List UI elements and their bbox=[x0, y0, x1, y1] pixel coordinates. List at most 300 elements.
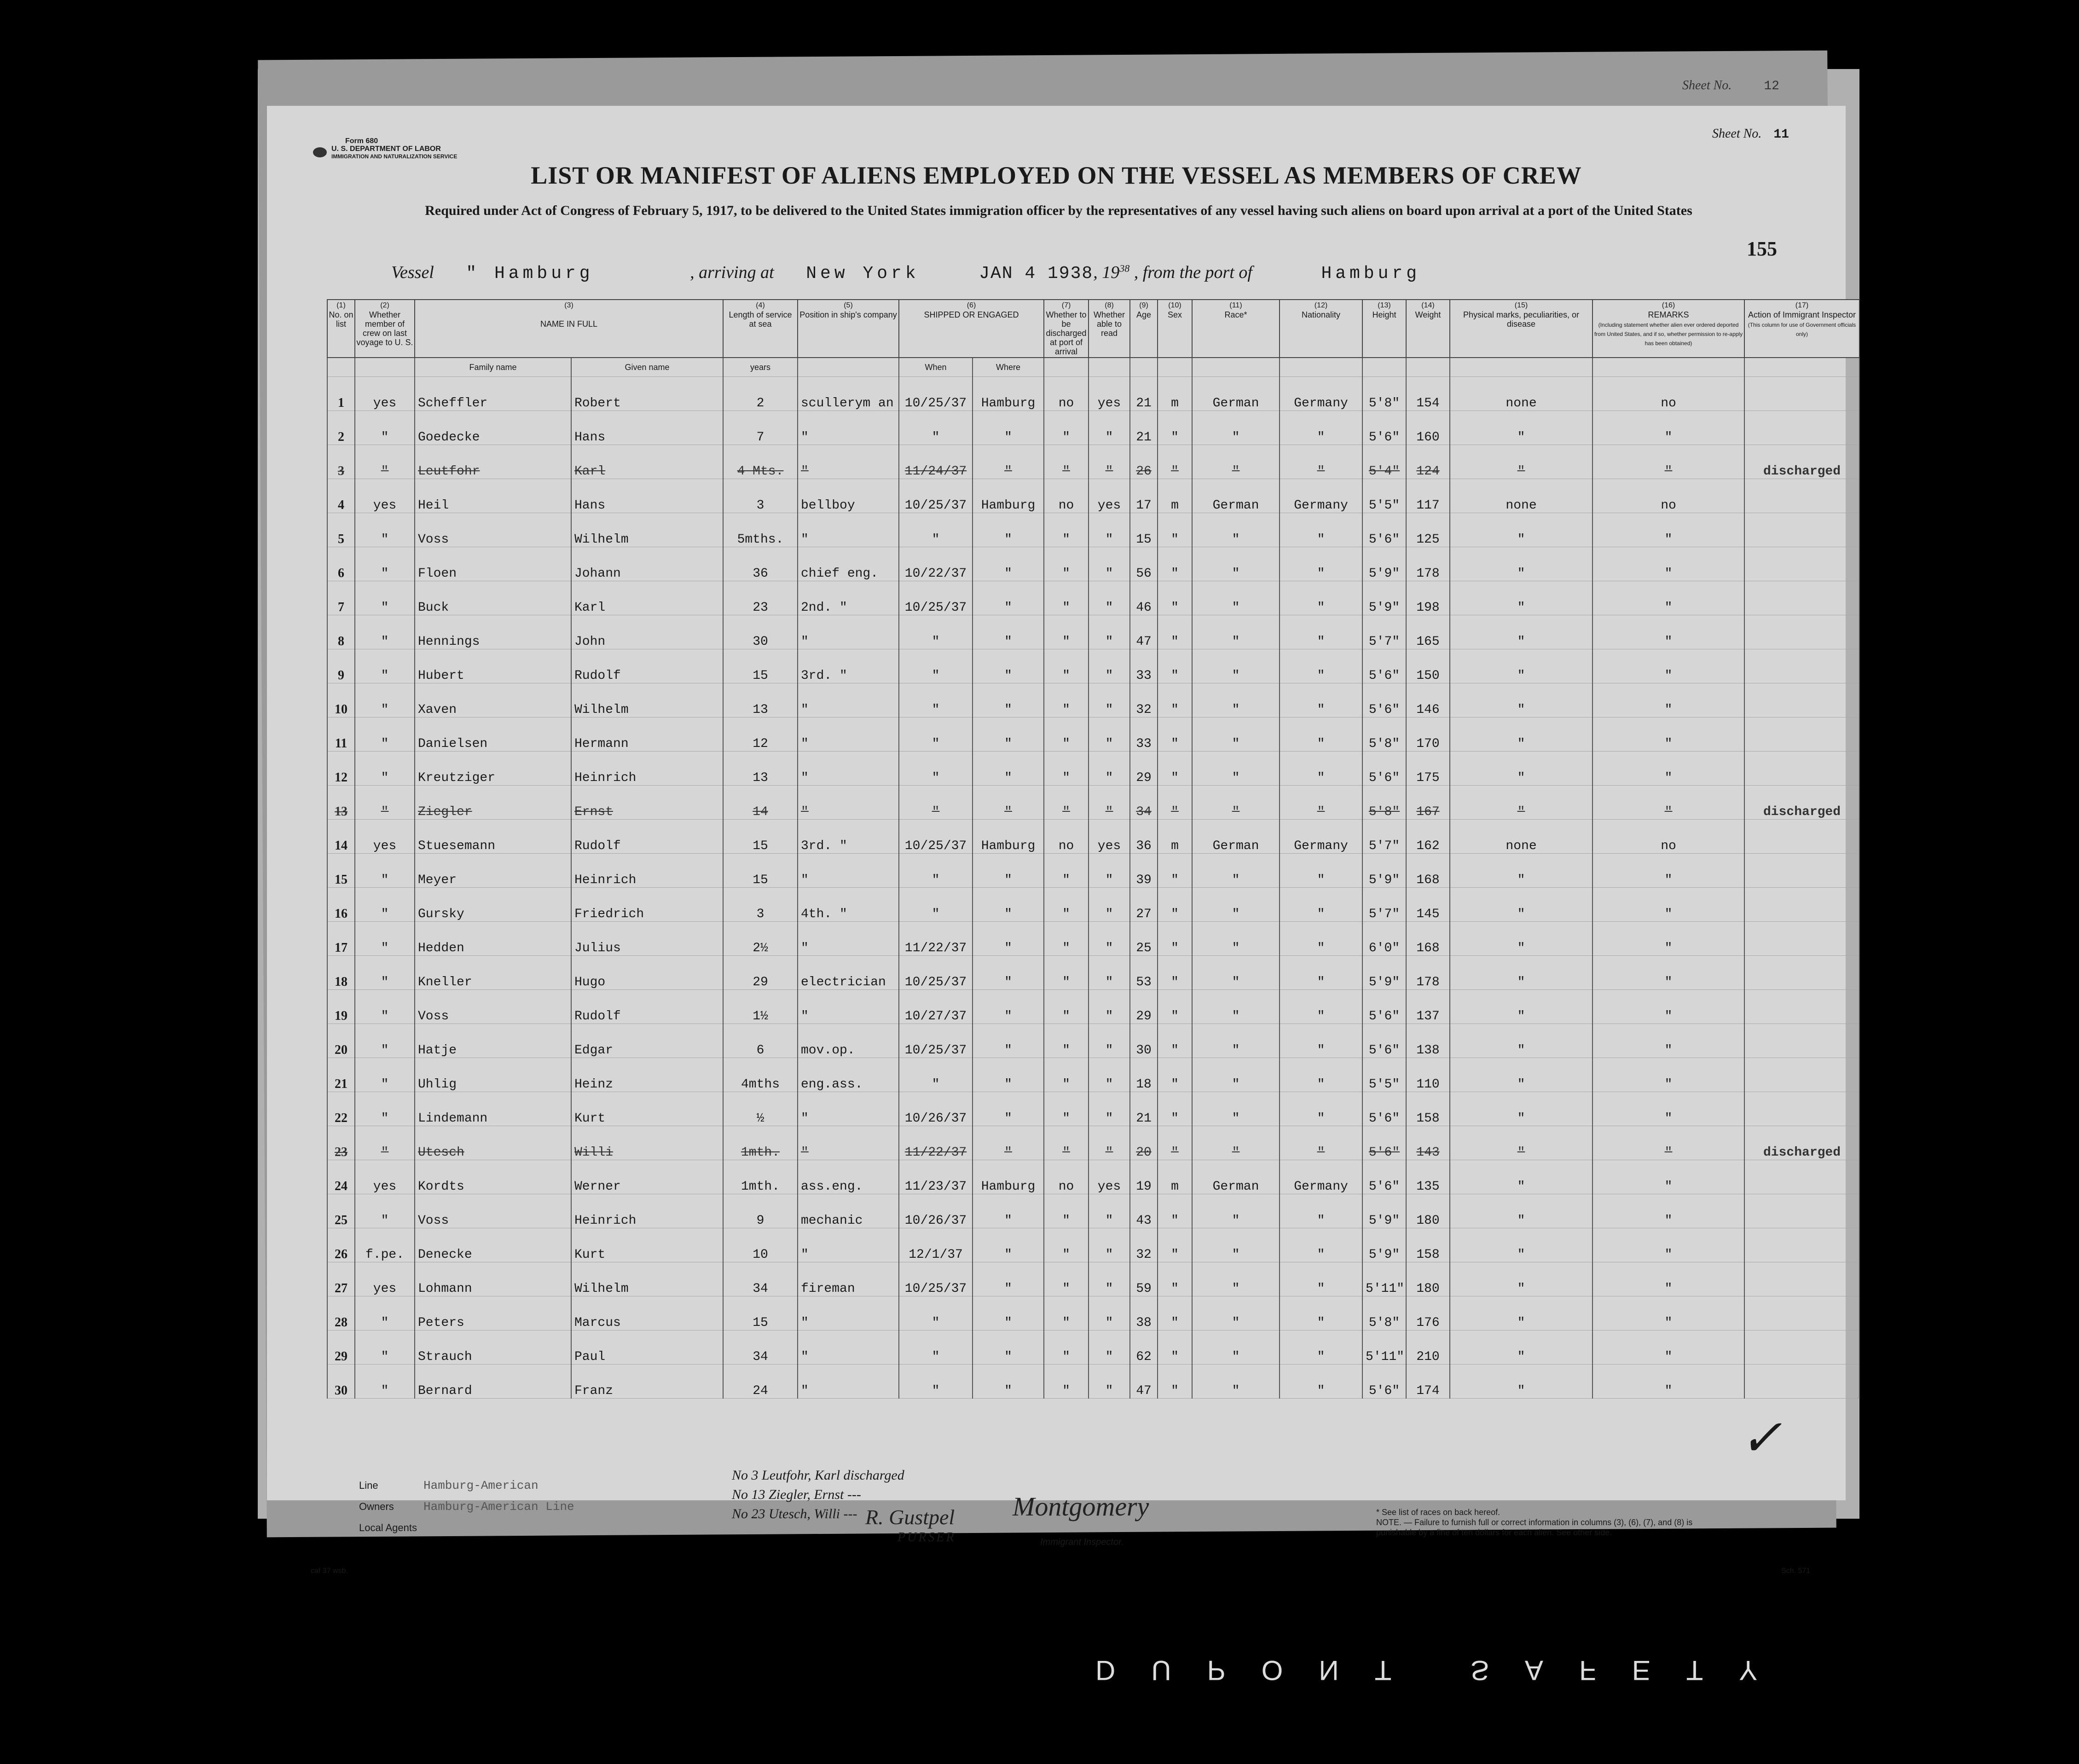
cell-marks: " bbox=[1450, 888, 1593, 922]
cell-marks: " bbox=[1450, 615, 1593, 649]
cell-weight: 158 bbox=[1406, 1228, 1450, 1262]
cell-nat: " bbox=[1280, 752, 1362, 786]
manifest-sheet bbox=[267, 78, 1856, 1575]
cell-weight: 117 bbox=[1406, 479, 1450, 513]
cell-sex: " bbox=[1158, 1228, 1192, 1262]
cell-height: 5'6" bbox=[1362, 513, 1406, 547]
cell-action bbox=[1744, 581, 1859, 615]
cell-read: yes bbox=[1089, 377, 1130, 411]
cell-given: Rudolf bbox=[571, 820, 723, 854]
cell-nat: " bbox=[1280, 581, 1362, 615]
cell-no: 17 bbox=[327, 922, 355, 956]
cell-weight: 168 bbox=[1406, 854, 1450, 888]
cell-read: " bbox=[1089, 752, 1130, 786]
table-row bbox=[327, 990, 1859, 1024]
cell-height: 5'11" bbox=[1362, 1262, 1406, 1296]
cell-given: Willi bbox=[571, 1126, 723, 1160]
cell-when: 10/25/37 bbox=[899, 956, 973, 990]
cell-when: 11/22/37 bbox=[899, 922, 973, 956]
cell-race: " bbox=[1192, 445, 1280, 479]
cell-service: 12 bbox=[723, 717, 798, 752]
cell-when: " bbox=[899, 1330, 973, 1365]
cell-marks: " bbox=[1450, 922, 1593, 956]
cell-marks: " bbox=[1450, 1024, 1593, 1058]
cell-where: " bbox=[973, 1092, 1044, 1126]
cell-remarks: " bbox=[1593, 1228, 1744, 1262]
cell-where: " bbox=[973, 922, 1044, 956]
cell-marks: " bbox=[1450, 581, 1593, 615]
cell-disch: " bbox=[1044, 1024, 1089, 1058]
cell-given: Werner bbox=[571, 1160, 723, 1194]
cell-remarks: " bbox=[1593, 786, 1744, 820]
cell-weight: 160 bbox=[1406, 411, 1450, 445]
cell-nat: " bbox=[1280, 922, 1362, 956]
cell-age: 47 bbox=[1130, 1365, 1158, 1399]
cell-read: " bbox=[1089, 1126, 1130, 1160]
cell-given: Hermann bbox=[571, 717, 723, 752]
col-header-position: (5) Position in ship's company bbox=[798, 300, 899, 358]
cell-height: 5'6" bbox=[1362, 1160, 1406, 1194]
column-header-row bbox=[327, 300, 1859, 358]
cell-disch: " bbox=[1044, 547, 1089, 581]
cell-family: Voss bbox=[415, 1194, 571, 1228]
cell-remarks: " bbox=[1593, 513, 1744, 547]
inspector-signature: Montgomery bbox=[1013, 1492, 1149, 1521]
cell-age: 34 bbox=[1130, 786, 1158, 820]
cell-action bbox=[1744, 547, 1859, 581]
cell-position: " bbox=[798, 1296, 899, 1330]
cell-service: 1½ bbox=[723, 990, 798, 1024]
vessel-name: " Hamburg bbox=[466, 264, 594, 283]
cell-height: 5'6" bbox=[1362, 990, 1406, 1024]
cell-no: 21 bbox=[327, 1058, 355, 1092]
cell-height: 5'6" bbox=[1362, 649, 1406, 683]
cell-age: 21 bbox=[1130, 1092, 1158, 1126]
cell-nat: " bbox=[1280, 513, 1362, 547]
cell-age: 26 bbox=[1130, 445, 1158, 479]
cell-no: 1 bbox=[327, 377, 355, 411]
cell-family: Scheffler bbox=[415, 377, 571, 411]
cell-where: " bbox=[973, 547, 1044, 581]
cell-position: " bbox=[798, 922, 899, 956]
cell-where: " bbox=[973, 1365, 1044, 1399]
cell-given: Paul bbox=[571, 1330, 723, 1365]
cell-where: Hamburg bbox=[973, 820, 1044, 854]
cell-disch: " bbox=[1044, 411, 1089, 445]
cell-race: " bbox=[1192, 922, 1280, 956]
col-header-no: (1) No. on list bbox=[327, 300, 355, 358]
cell-position: " bbox=[798, 445, 899, 479]
col-header-age: (9) Age bbox=[1130, 300, 1158, 358]
cell-remarks: " bbox=[1593, 1058, 1744, 1092]
cell-remarks: " bbox=[1593, 547, 1744, 581]
cell-read: " bbox=[1089, 1365, 1130, 1399]
cell-nat: " bbox=[1280, 1296, 1362, 1330]
cell-when: " bbox=[899, 683, 973, 717]
cell-when: " bbox=[899, 786, 973, 820]
cell-age: 59 bbox=[1130, 1262, 1158, 1296]
cell-nat: " bbox=[1280, 888, 1362, 922]
cell-disch: " bbox=[1044, 1058, 1089, 1092]
cell-race: " bbox=[1192, 1228, 1280, 1262]
cell-marks: " bbox=[1450, 854, 1593, 888]
cell-given: Kurt bbox=[571, 1228, 723, 1262]
cell-family: Utesch bbox=[415, 1126, 571, 1160]
cell-race: German bbox=[1192, 479, 1280, 513]
cell-race: " bbox=[1192, 956, 1280, 990]
cell-disch: " bbox=[1044, 956, 1089, 990]
cell-age: 53 bbox=[1130, 956, 1158, 990]
cell-action: discharged bbox=[1744, 445, 1859, 479]
cell-nat: " bbox=[1280, 1126, 1362, 1160]
cell-read: yes bbox=[1089, 820, 1130, 854]
cell-sex: " bbox=[1158, 922, 1192, 956]
cell-nat: " bbox=[1280, 1058, 1362, 1092]
film-edge-marking: DUPONT SAFETY bbox=[1095, 1655, 1794, 1686]
cell-given: Edgar bbox=[571, 1024, 723, 1058]
cell-read: " bbox=[1089, 581, 1130, 615]
cell-marks: " bbox=[1450, 786, 1593, 820]
cell-given: Wilhelm bbox=[571, 513, 723, 547]
cell-read: " bbox=[1089, 445, 1130, 479]
cell-age: 18 bbox=[1130, 1058, 1158, 1092]
cell-where: " bbox=[973, 1058, 1044, 1092]
cell-weight: 176 bbox=[1406, 1296, 1450, 1330]
cell-action bbox=[1744, 717, 1859, 752]
cell-read: " bbox=[1089, 717, 1130, 752]
cell-when: " bbox=[899, 888, 973, 922]
cell-where: Hamburg bbox=[973, 1160, 1044, 1194]
cell-action bbox=[1744, 1330, 1859, 1365]
sheet-number: Sheet No. 11 bbox=[1712, 127, 1789, 142]
cell-height: 5'5" bbox=[1362, 479, 1406, 513]
cell-age: 38 bbox=[1130, 1296, 1158, 1330]
cell-age: 29 bbox=[1130, 752, 1158, 786]
cell-height: 5'6" bbox=[1362, 683, 1406, 717]
cell-disch: " bbox=[1044, 1092, 1089, 1126]
cell-family: Uhlig bbox=[415, 1058, 571, 1092]
cell-marks: " bbox=[1450, 547, 1593, 581]
cell-read: " bbox=[1089, 922, 1130, 956]
table-row bbox=[327, 820, 1859, 854]
cell-service: 4 Mts. bbox=[723, 445, 798, 479]
cell-race: " bbox=[1192, 786, 1280, 820]
col-header-sex: (10) Sex bbox=[1158, 300, 1192, 358]
cell-given: Wilhelm bbox=[571, 1262, 723, 1296]
cell-height: 6'0" bbox=[1362, 922, 1406, 956]
subheader-when: When bbox=[899, 358, 973, 377]
cell-when: 11/23/37 bbox=[899, 1160, 973, 1194]
cell-marks: " bbox=[1450, 1228, 1593, 1262]
subheader-years: years bbox=[723, 358, 798, 377]
cell-prev: yes bbox=[355, 479, 415, 513]
cell-position: " bbox=[798, 717, 899, 752]
cell-read: " bbox=[1089, 683, 1130, 717]
cell-nat: Germany bbox=[1280, 1160, 1362, 1194]
table-row bbox=[327, 1262, 1859, 1296]
cell-read: " bbox=[1089, 990, 1130, 1024]
cell-no: 15 bbox=[327, 854, 355, 888]
cell-height: 5'6" bbox=[1362, 411, 1406, 445]
cell-family: Kordts bbox=[415, 1160, 571, 1194]
cell-position: " bbox=[798, 1092, 899, 1126]
cell-no: 10 bbox=[327, 683, 355, 717]
cell-when: 10/25/37 bbox=[899, 581, 973, 615]
cell-where: " bbox=[973, 752, 1044, 786]
cell-marks: " bbox=[1450, 1160, 1593, 1194]
cell-weight: 145 bbox=[1406, 888, 1450, 922]
cell-weight: 210 bbox=[1406, 1330, 1450, 1365]
cell-service: 24 bbox=[723, 1365, 798, 1399]
table-row bbox=[327, 717, 1859, 752]
cell-service: 34 bbox=[723, 1262, 798, 1296]
cell-age: 62 bbox=[1130, 1330, 1158, 1365]
cell-read: " bbox=[1089, 411, 1130, 445]
cell-sex: " bbox=[1158, 990, 1192, 1024]
cell-action bbox=[1744, 1058, 1859, 1092]
cell-prev: " bbox=[355, 752, 415, 786]
cell-given: Friedrich bbox=[571, 888, 723, 922]
cell-position: " bbox=[798, 990, 899, 1024]
cell-read: " bbox=[1089, 786, 1130, 820]
cell-no: 4 bbox=[327, 479, 355, 513]
cell-read: " bbox=[1089, 956, 1130, 990]
cell-age: 33 bbox=[1130, 717, 1158, 752]
cell-height: 5'6" bbox=[1362, 752, 1406, 786]
cell-disch: " bbox=[1044, 786, 1089, 820]
cell-sex: m bbox=[1158, 377, 1192, 411]
cell-nat: " bbox=[1280, 1365, 1362, 1399]
cell-family: Kreutziger bbox=[415, 752, 571, 786]
cell-no: 25 bbox=[327, 1194, 355, 1228]
cell-height: 5'9" bbox=[1362, 854, 1406, 888]
cell-service: 15 bbox=[723, 1296, 798, 1330]
cell-marks: " bbox=[1450, 1194, 1593, 1228]
cell-sex: m bbox=[1158, 1160, 1192, 1194]
cell-position: " bbox=[798, 411, 899, 445]
cell-service: 30 bbox=[723, 615, 798, 649]
cell-no: 11 bbox=[327, 717, 355, 752]
cell-nat: " bbox=[1280, 717, 1362, 752]
vessel-line: Vessel " Hamburg , arriving at New York JAN 4 1938, $19^{38}$ , from the port of Hamburg bbox=[391, 262, 1421, 283]
inspector-label: Immigrant Inspector. bbox=[1040, 1537, 1124, 1547]
cell-when: 12/1/37 bbox=[899, 1228, 973, 1262]
cell-where: " bbox=[973, 1024, 1044, 1058]
cell-disch: " bbox=[1044, 1365, 1089, 1399]
cell-prev: yes bbox=[355, 377, 415, 411]
cell-family: Lindemann bbox=[415, 1092, 571, 1126]
sheet-number-back: Sheet No. 12 bbox=[1682, 78, 1779, 93]
cell-action bbox=[1744, 956, 1859, 990]
cell-remarks: " bbox=[1593, 1092, 1744, 1126]
owners-value: Hamburg-American Line bbox=[423, 1500, 574, 1514]
cell-race: " bbox=[1192, 1126, 1280, 1160]
cell-remarks: " bbox=[1593, 649, 1744, 683]
cell-remarks: " bbox=[1593, 888, 1744, 922]
cell-prev: " bbox=[355, 445, 415, 479]
cell-when: " bbox=[899, 411, 973, 445]
cell-sex: " bbox=[1158, 1262, 1192, 1296]
col-header-name: (3) NAME IN FULL bbox=[415, 300, 723, 358]
cell-height: 5'6" bbox=[1362, 1365, 1406, 1399]
column-subheader-row bbox=[327, 358, 1859, 377]
cell-weight: 174 bbox=[1406, 1365, 1450, 1399]
cell-sex: " bbox=[1158, 956, 1192, 990]
col-header-nationality: (12) Nationality bbox=[1280, 300, 1362, 358]
cell-given: Ernst bbox=[571, 786, 723, 820]
cell-marks: " bbox=[1450, 1330, 1593, 1365]
cell-position: 3rd. " bbox=[798, 649, 899, 683]
cell-disch: " bbox=[1044, 990, 1089, 1024]
cell-weight: 150 bbox=[1406, 649, 1450, 683]
cell-where: " bbox=[973, 581, 1044, 615]
cell-marks: " bbox=[1450, 717, 1593, 752]
cell-remarks: no bbox=[1593, 479, 1744, 513]
cell-height: 5'6" bbox=[1362, 1126, 1406, 1160]
table-row bbox=[327, 786, 1859, 820]
table-row bbox=[327, 1365, 1859, 1399]
cell-marks: none bbox=[1450, 377, 1593, 411]
table-row bbox=[327, 752, 1859, 786]
cell-age: 27 bbox=[1130, 888, 1158, 922]
cell-given: Franz bbox=[571, 1365, 723, 1399]
cell-race: " bbox=[1192, 649, 1280, 683]
cell-given: Rudolf bbox=[571, 990, 723, 1024]
cell-read: " bbox=[1089, 1262, 1130, 1296]
cell-height: 5'9" bbox=[1362, 956, 1406, 990]
cell-weight: 180 bbox=[1406, 1262, 1450, 1296]
cell-disch: " bbox=[1044, 683, 1089, 717]
cell-nat: " bbox=[1280, 1194, 1362, 1228]
cell-when: 10/27/37 bbox=[899, 990, 973, 1024]
cell-weight: 137 bbox=[1406, 990, 1450, 1024]
cell-family: Buck bbox=[415, 581, 571, 615]
cell-read: " bbox=[1089, 513, 1130, 547]
cell-age: 25 bbox=[1130, 922, 1158, 956]
cell-position: chief eng. bbox=[798, 547, 899, 581]
cell-no: 19 bbox=[327, 990, 355, 1024]
cell-sex: m bbox=[1158, 479, 1192, 513]
cell-nat: " bbox=[1280, 956, 1362, 990]
cell-family: Xaven bbox=[415, 683, 571, 717]
cell-where: " bbox=[973, 1194, 1044, 1228]
cell-no: 22 bbox=[327, 1092, 355, 1126]
cell-position: " bbox=[798, 1228, 899, 1262]
cell-height: 5'8" bbox=[1362, 717, 1406, 752]
cell-service: 15 bbox=[723, 854, 798, 888]
cell-no: 18 bbox=[327, 956, 355, 990]
cell-height: 5'9" bbox=[1362, 1194, 1406, 1228]
cell-remarks: no bbox=[1593, 377, 1744, 411]
cell-action bbox=[1744, 377, 1859, 411]
cell-race: German bbox=[1192, 1160, 1280, 1194]
cell-action bbox=[1744, 479, 1859, 513]
cell-disch: " bbox=[1044, 1228, 1089, 1262]
footer-notes: * See list of races on back hereof. NOTE. — Failure to furnish full or correct information in columns (3), (6), (7), and (8) is punishable by a fine of ten dollars for each alien. See other side. bbox=[1376, 1508, 1693, 1537]
col-header-shipped: (6) SHIPPED OR ENGAGED bbox=[899, 300, 1044, 358]
cell-position: " bbox=[798, 615, 899, 649]
cell-given: Heinrich bbox=[571, 1194, 723, 1228]
cell-weight: 178 bbox=[1406, 956, 1450, 990]
cell-family: Meyer bbox=[415, 854, 571, 888]
purser-signature: R. Gustpel bbox=[865, 1505, 955, 1529]
cell-read: " bbox=[1089, 1058, 1130, 1092]
cell-action bbox=[1744, 922, 1859, 956]
cell-when: 11/24/37 bbox=[899, 445, 973, 479]
table-row bbox=[327, 649, 1859, 683]
cell-no: 5 bbox=[327, 513, 355, 547]
cell-family: Kneller bbox=[415, 956, 571, 990]
cell-given: Heinrich bbox=[571, 854, 723, 888]
cell-position: mov.op. bbox=[798, 1024, 899, 1058]
cell-race: " bbox=[1192, 683, 1280, 717]
cell-race: " bbox=[1192, 615, 1280, 649]
cell-service: 10 bbox=[723, 1228, 798, 1262]
cell-height: 5'6" bbox=[1362, 1024, 1406, 1058]
table-row bbox=[327, 922, 1859, 956]
cell-action bbox=[1744, 1160, 1859, 1194]
cell-nat: " bbox=[1280, 445, 1362, 479]
table-row bbox=[327, 854, 1859, 888]
cell-disch: " bbox=[1044, 717, 1089, 752]
cell-sex: " bbox=[1158, 717, 1192, 752]
cell-remarks: " bbox=[1593, 854, 1744, 888]
table-row bbox=[327, 1024, 1859, 1058]
cell-sex: " bbox=[1158, 649, 1192, 683]
cell-given: Karl bbox=[571, 445, 723, 479]
cell-race: " bbox=[1192, 1330, 1280, 1365]
cell-sex: " bbox=[1158, 1024, 1192, 1058]
cell-race: " bbox=[1192, 717, 1280, 752]
table-row bbox=[327, 1330, 1859, 1365]
cell-remarks: " bbox=[1593, 1160, 1744, 1194]
cell-prev: " bbox=[355, 649, 415, 683]
table-row bbox=[327, 888, 1859, 922]
cell-where: " bbox=[973, 990, 1044, 1024]
cell-position: " bbox=[798, 513, 899, 547]
cell-service: 29 bbox=[723, 956, 798, 990]
cell-given: Hans bbox=[571, 479, 723, 513]
schedule-code: Sch. 571 bbox=[1781, 1567, 1811, 1575]
cell-prev: " bbox=[355, 888, 415, 922]
table-row bbox=[327, 513, 1859, 547]
cell-remarks: " bbox=[1593, 581, 1744, 615]
cell-read: " bbox=[1089, 1330, 1130, 1365]
cell-prev: " bbox=[355, 411, 415, 445]
cell-remarks: " bbox=[1593, 411, 1744, 445]
cell-age: 32 bbox=[1130, 1228, 1158, 1262]
cell-nat: " bbox=[1280, 990, 1362, 1024]
cell-marks: " bbox=[1450, 649, 1593, 683]
cell-no: 14 bbox=[327, 820, 355, 854]
cell-given: Heinz bbox=[571, 1058, 723, 1092]
cell-race: " bbox=[1192, 547, 1280, 581]
cell-family: Ziegler bbox=[415, 786, 571, 820]
cell-disch: " bbox=[1044, 752, 1089, 786]
cell-age: 17 bbox=[1130, 479, 1158, 513]
cell-marks: " bbox=[1450, 990, 1593, 1024]
cell-disch: " bbox=[1044, 854, 1089, 888]
table-row bbox=[327, 1160, 1859, 1194]
cell-marks: " bbox=[1450, 1365, 1593, 1399]
cell-sex: " bbox=[1158, 786, 1192, 820]
cell-action bbox=[1744, 683, 1859, 717]
cell-marks: " bbox=[1450, 411, 1593, 445]
cell-disch: " bbox=[1044, 1126, 1089, 1160]
cell-remarks: " bbox=[1593, 1296, 1744, 1330]
cell-action bbox=[1744, 649, 1859, 683]
cell-disch: " bbox=[1044, 581, 1089, 615]
